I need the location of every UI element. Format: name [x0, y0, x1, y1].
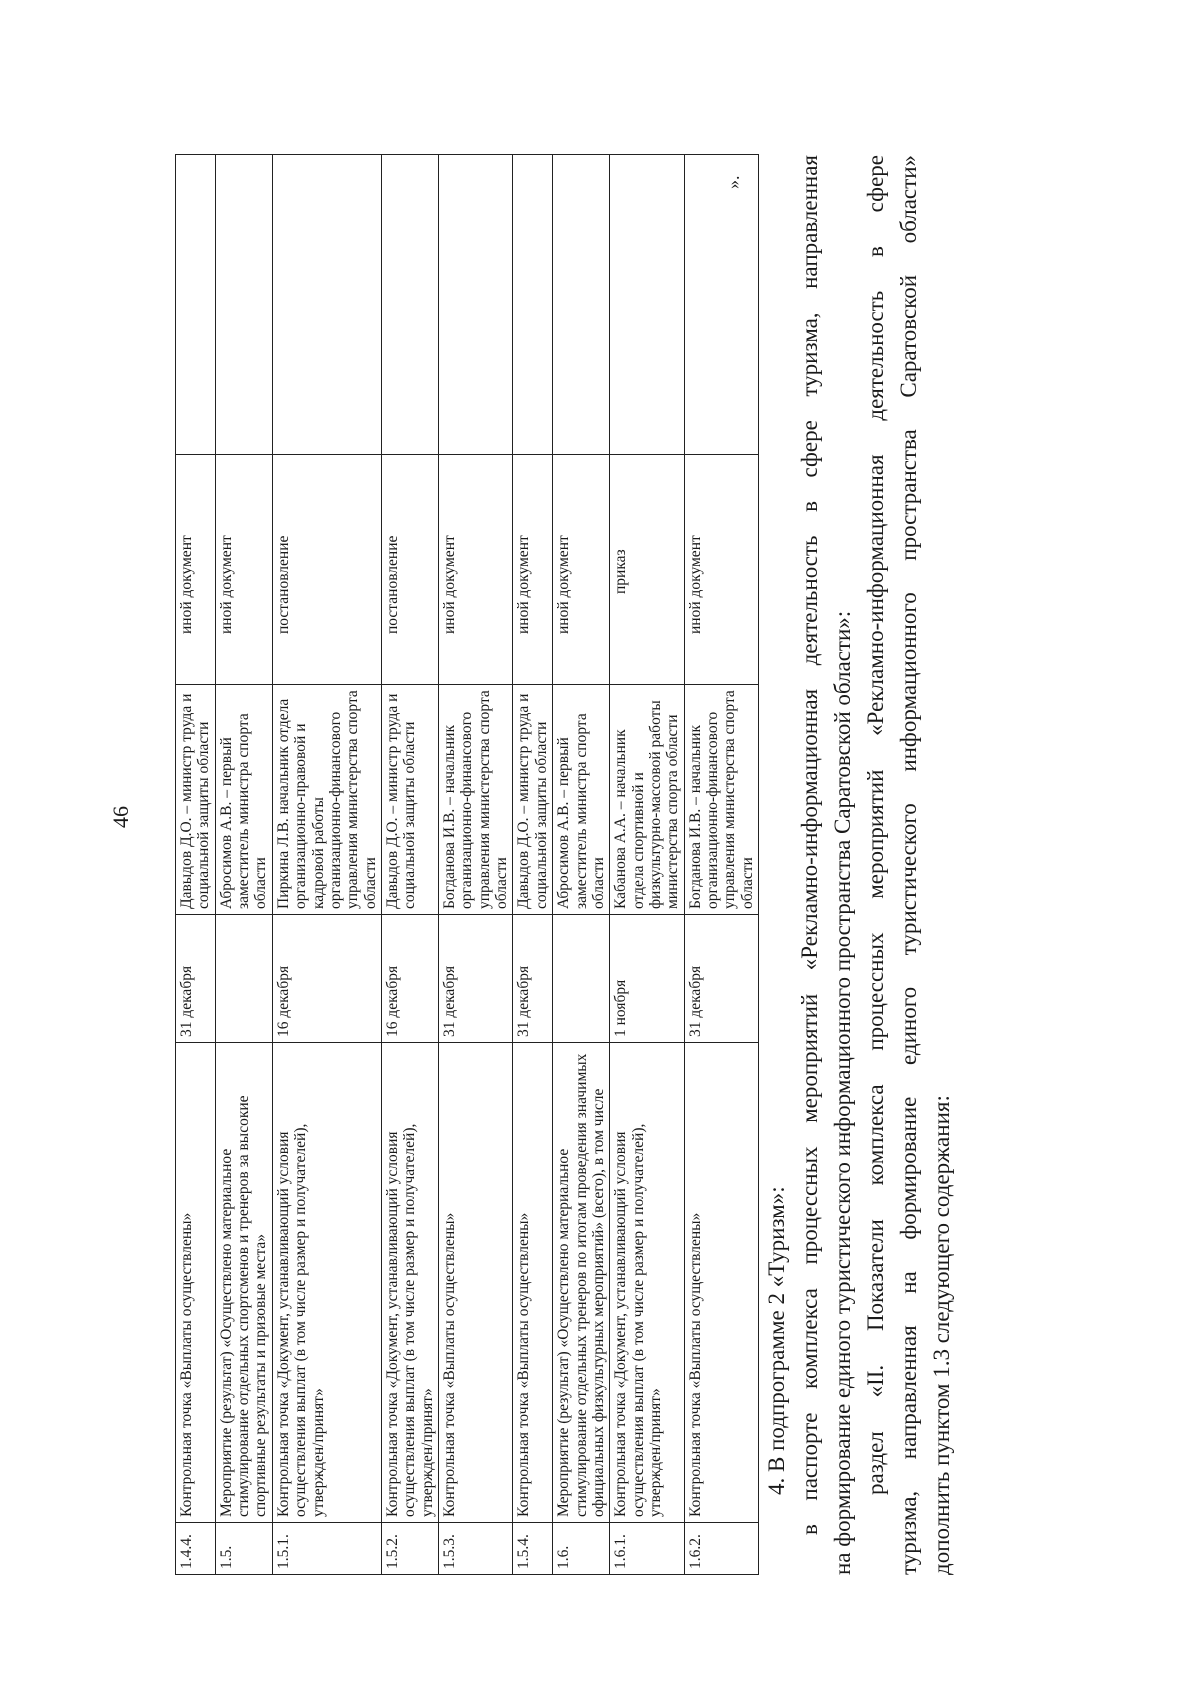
row-name: Контрольная точка «Документ, устанавливающий условия осуществления выплат (в том числе размер и получателей), утвержден/принят»	[272, 1043, 381, 1523]
table-row	[513, 155, 553, 1575]
row-doc-type: постановление	[381, 455, 438, 685]
row-number: 1.6.2.	[684, 1523, 758, 1575]
row-extra	[553, 155, 610, 455]
body-text	[760, 155, 958, 1575]
row-name: Контрольная точка «Выплаты осуществлены»	[176, 1043, 216, 1523]
row-responsible: Давыдов Д.О. – министр труда и социальной защиты области	[176, 685, 216, 915]
row-doc-type: иной документ	[513, 455, 553, 685]
row-date: 16 декабря	[381, 915, 438, 1043]
row-responsible: Давыдов Д.О. – министр труда и социальной защиты области	[381, 685, 438, 915]
page-number: 46	[108, 806, 133, 828]
row-responsible: Богданова И.В. – начальник организационно-финансового управления министерства спорта области	[439, 685, 513, 915]
row-doc-type: иной документ	[684, 455, 758, 685]
row-extra	[176, 155, 216, 455]
row-extra	[272, 155, 381, 455]
row-number: 1.6.1.	[610, 1523, 684, 1575]
row-date	[215, 915, 272, 1043]
paragraph-2-line-2: туризма, направленная на формирование единого туристического информационного пространства Саратовской области»	[896, 155, 921, 1575]
row-number: 1.5.4.	[513, 1523, 553, 1575]
paragraph-2-line-3: дополнить пунктом 1.3 следующего содержания:	[929, 1095, 954, 1575]
row-doc-type: иной документ	[215, 455, 272, 685]
row-name: Контрольная точка «Документ, устанавливающий условия осуществления выплат (в том числе размер и получателей), утвержден/принят»	[381, 1043, 438, 1523]
table-row	[684, 155, 758, 1575]
row-name: Контрольная точка «Выплаты осуществлены»	[513, 1043, 553, 1523]
row-doc-type: иной документ	[553, 455, 610, 685]
section-heading: 4. В подпрограмме 2 «Туризм»:	[764, 1186, 789, 1495]
row-doc-type: иной документ	[176, 455, 216, 685]
table-body	[176, 155, 759, 1575]
row-responsible: Давыдов Д.О. – министр труда и социальной защиты области	[513, 685, 553, 915]
row-responsible: Абросимов А.В. – первый заместитель министра спорта области	[553, 685, 610, 915]
table-row	[553, 155, 610, 1575]
row-number: 1.5.1.	[272, 1523, 381, 1575]
row-extra	[381, 155, 438, 455]
paragraph-1-line-2: на формирование единого туристического информационного пространства Саратовской области»:	[830, 610, 855, 1575]
row-doc-type: приказ	[610, 455, 684, 685]
row-date: 31 декабря	[513, 915, 553, 1043]
row-responsible: Абросимов А.В. – первый заместитель министра спорта области	[215, 685, 272, 915]
paragraph-1-line-1: в паспорте комплекса процессных мероприятий «Рекламно-информационная деятельность в сфере туризма, направленная	[797, 155, 822, 1535]
table-row	[381, 155, 438, 1575]
row-number: 1.5.3.	[439, 1523, 513, 1575]
paragraph-2-line-1: раздел «II. Показатели комплекса процессных мероприятий «Рекламно-информационная деятельность в сфере	[863, 155, 888, 1495]
table-row	[610, 155, 684, 1575]
row-name: Контрольная точка «Документ, устанавливающий условия осуществления выплат (в том числе размер и получателей), утвержден/принят»	[610, 1043, 684, 1523]
table-row	[439, 155, 513, 1575]
row-name: Мероприятие (результат) «Осуществлено материальное стимулирование отдельных спортсменов и тренеров за высокие спортивные результаты и призовые места»	[215, 1043, 272, 1523]
row-date: 16 декабря	[272, 915, 381, 1043]
row-name: Контрольная точка «Выплаты осуществлены»	[684, 1043, 758, 1523]
row-number: 1.5.2.	[381, 1523, 438, 1575]
row-responsible: Кабанова А.А. – начальник отдела спортивной и физкультурно-массовой работы министерства спорта области	[610, 685, 684, 915]
row-extra	[513, 155, 553, 455]
table-row	[176, 155, 216, 1575]
row-doc-type: постановление	[272, 455, 381, 685]
row-name: Мероприятие (результат) «Осуществлено материальное стимулирование отдельных тренеров по итогам проведения значимых официальных физкультурных мероприятий» (всего), в том числе	[553, 1043, 610, 1523]
row-number: 1.6.	[553, 1523, 610, 1575]
measures-table	[175, 154, 759, 1575]
table-row	[272, 155, 381, 1575]
row-date: 31 декабря	[176, 915, 216, 1043]
rotated-content	[175, 155, 955, 1575]
row-extra	[684, 155, 758, 455]
table-row	[215, 155, 272, 1575]
row-doc-type: иной документ	[439, 455, 513, 685]
row-extra	[439, 155, 513, 455]
row-number: 1.4.4.	[176, 1523, 216, 1575]
row-extra	[610, 155, 684, 455]
row-date: 1 ноября	[610, 915, 684, 1043]
row-date: 31 декабря	[439, 915, 513, 1043]
closing-quote: ».	[723, 175, 743, 189]
row-extra	[215, 155, 272, 455]
row-number: 1.5.	[215, 1523, 272, 1575]
row-responsible: Пиркина Л.В. начальник отдела организационно-правовой и кадровой работы организационно-финансового управления министерства спорта области	[272, 685, 381, 915]
row-date	[553, 915, 610, 1043]
row-date: 31 декабря	[684, 915, 758, 1043]
row-name: Контрольная точка «Выплаты осуществлены»	[439, 1043, 513, 1523]
row-responsible: Богданова И.В. – начальник организационно-финансового управления министерства спорта области	[684, 685, 758, 915]
